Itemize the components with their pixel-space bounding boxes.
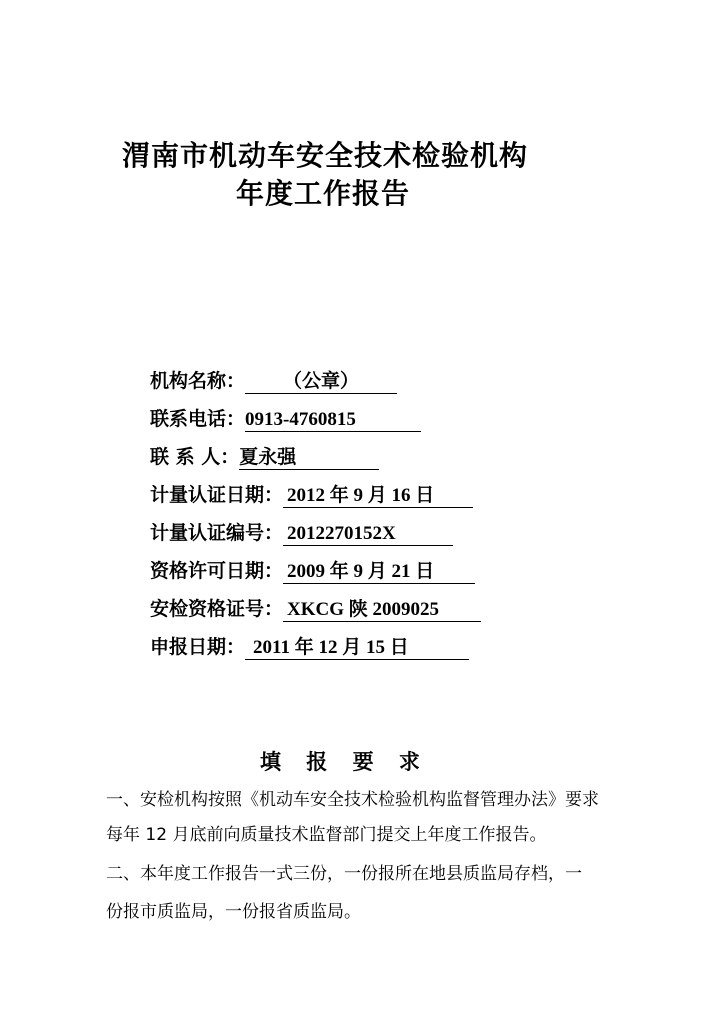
phone-label: 联系电话： xyxy=(150,408,246,430)
requirements-heading: 填 报 要 求 xyxy=(260,750,429,774)
document-subtitle: 年度工作报告 xyxy=(236,177,411,210)
org-name-value: （公章） xyxy=(245,371,397,394)
certificate-number-value: XKCG 陕 2009025 xyxy=(283,599,481,622)
qualification-date-field xyxy=(150,558,475,584)
requirement-1-line-1: 一、安检机构按照《机动车安全技术检验机构监督管理办法》要求 xyxy=(106,790,599,810)
contact-value: 夏永强 xyxy=(239,447,379,470)
calibration-date-field xyxy=(150,482,473,508)
certificate-number-label: 安检资格证号： xyxy=(150,598,284,620)
calibration-number-value: 2012270152X xyxy=(283,523,453,546)
phone-field xyxy=(150,406,421,432)
phone-value: 0913-4760815 xyxy=(245,409,421,432)
qualification-date-value: 2009 年 9 月 21 日 xyxy=(283,561,475,584)
qualification-date-label: 资格许可日期： xyxy=(150,560,284,582)
contact-field xyxy=(150,444,379,470)
report-date-field xyxy=(150,634,469,660)
report-date-label: 申报日期： xyxy=(150,636,246,658)
requirement-2-line-1: 二、本年度工作报告一式三份，一份报所在地县质监局存档，一 xyxy=(106,864,582,884)
certificate-number-field xyxy=(150,596,481,622)
document-title: 渭南市机动车安全技术检验机构 xyxy=(122,139,529,172)
contact-label: 联 系 人： xyxy=(150,446,240,468)
requirement-1-line-2: 每年 12 月底前向质量技术监督部门提交上年度工作报告。 xyxy=(106,825,547,845)
calibration-number-field xyxy=(150,520,453,546)
calibration-date-value: 2012 年 9 月 16 日 xyxy=(283,485,473,508)
org-name-label: 机构名称： xyxy=(150,370,246,392)
requirement-2-line-2: 份报市质监局，一份报省质监局。 xyxy=(106,902,361,922)
calibration-number-label: 计量认证编号： xyxy=(150,522,284,544)
org-name-field xyxy=(150,368,397,394)
report-date-value: 2011 年 12 月 15 日 xyxy=(245,637,469,660)
calibration-date-label: 计量认证日期： xyxy=(150,484,284,506)
